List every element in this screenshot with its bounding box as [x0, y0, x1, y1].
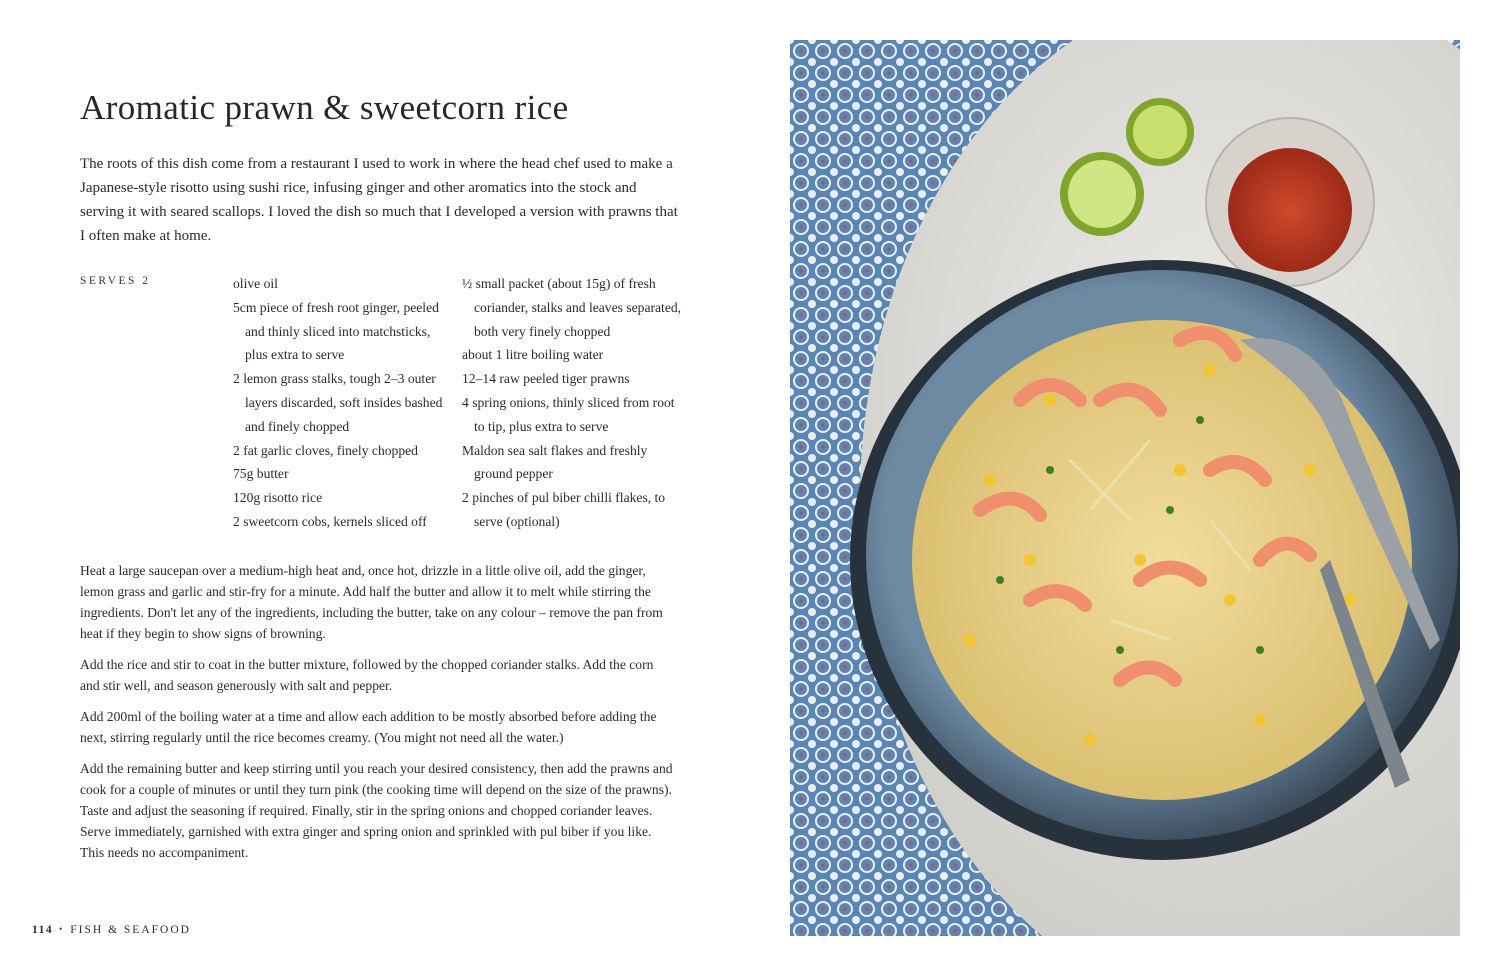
ingredient-item: 75g butter	[233, 466, 289, 482]
method-step: Add 200ml of the boiling water at a time and allow each addition to be mostly absorbed before adding the next, stirring regularly until the rice becomes creamy. (You might not need all the water.)	[80, 709, 657, 745]
risotto-bowl	[850, 260, 1460, 860]
ingredient-item: 12–14 raw peeled tiger prawns	[462, 371, 630, 387]
ingredient-item: 2 lemon grass stalks, tough 2–3 outer layers discarded, soft insides bashed and finely chopped	[233, 371, 443, 434]
serves-label: SERVES 2	[80, 275, 151, 287]
ingredient-item: about 1 litre boiling water	[462, 347, 604, 363]
ingredient-item: 4 spring onions, thinly sliced from root to tip, plus extra to serve	[462, 394, 675, 434]
page-footer	[32, 924, 191, 936]
ingredient-item: Maldon sea salt flakes and freshly ground pepper	[462, 442, 648, 482]
method-step: Add the remaining butter and keep stirring until you reach your desired consistency, then add the prawns and cook for a couple of minutes or until they turn pink (the cooking time will depend on the size of the prawns). Taste and adjust the seasoning if required. Finally, stir in the spring onions and chopped coriander leaves. Serve immediately, garnished with extra ginger and spring onion and sprinkled with pul biber if you like. This needs no accompaniment.	[80, 761, 673, 860]
ingredients-list-right	[462, 272, 682, 534]
ingredient-item: 5cm piece of fresh root ginger, peeled and thinly sliced into matchsticks, plus extra to serve	[233, 299, 439, 363]
recipe-title: Aromatic prawn & sweetcorn rice	[80, 88, 569, 127]
footer-separator: •	[59, 924, 65, 934]
chilli-flakes-dish	[1206, 118, 1374, 286]
method-step: Heat a large saucepan over a medium-high heat and, once hot, drizzle in a little olive oil, add the ginger, lemon grass and garlic and stir-fry for a minute. Add half the butter and allow it to melt while stirring the ingredients. Don't let any of the ingredients, including the butter, take on any colour – remove the pan from heat if they begin to show signs of browning.	[80, 563, 663, 641]
ingredient-item: 120g risotto rice	[233, 490, 323, 506]
ingredient-item: 2 sweetcorn cobs, kernels sliced off	[233, 513, 427, 529]
recipe-intro: The roots of this dish come from a restaurant I used to work in where the head chef used to make a Japanese-style risotto using sushi rice, infusing ginger and other aromatics into the stock and serving it with seared scallops. I loved the dish so much that I developed a version with prawns that I often make at home.	[80, 156, 678, 244]
ingredient-item: olive oil	[233, 276, 278, 291]
ingredient-item: 2 fat garlic cloves, finely chopped	[233, 442, 418, 458]
dish-photo	[790, 40, 1460, 936]
method-section	[80, 560, 676, 873]
ingredient-item: ½ small packet (about 15g) of fresh coriander, stalks and leaves separated, both very finely chopped	[462, 276, 682, 339]
section-name: FISH & SEAFOOD	[70, 924, 191, 936]
ingredients-list-left	[233, 272, 455, 534]
page-number: 114	[32, 924, 54, 936]
ingredient-item: 2 pinches of pul biber chilli flakes, to serve (optional)	[462, 490, 666, 529]
method-step: Add the rice and stir to coat in the butter mixture, followed by the chopped coriander stalks. Add the corn and stir well, and season generously with salt and pepper.	[80, 657, 654, 693]
